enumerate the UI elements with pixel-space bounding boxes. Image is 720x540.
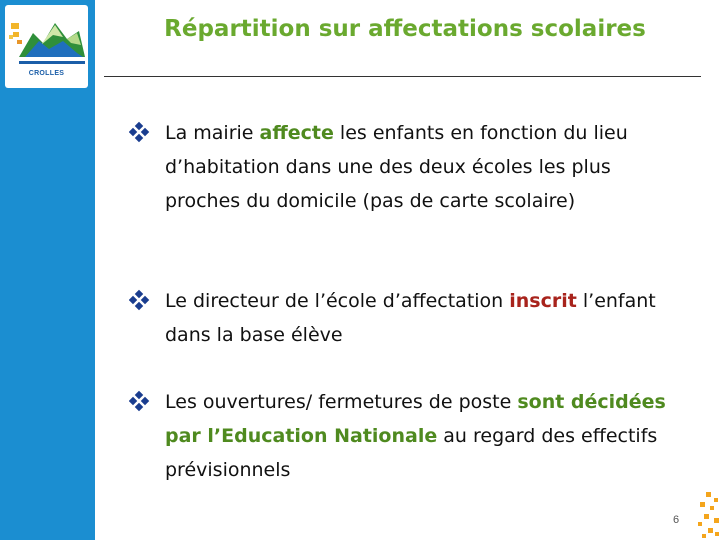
diamond-bullet-icon	[129, 116, 151, 150]
bullet-highlight: inscrit	[509, 290, 577, 312]
crolles-logo	[5, 5, 88, 88]
bullet-text-part: Les ouvertures/ fermetures de poste	[165, 391, 518, 413]
bullet-highlight: affecte	[259, 122, 334, 144]
bullet-text-part: Le directeur de l’école d’affectation	[165, 290, 510, 312]
bullet-item-2	[129, 284, 669, 352]
bullet-text-part: l’enfant dans la base élève	[165, 290, 656, 346]
sidebar-band	[0, 0, 95, 540]
decorative-squares-icon	[684, 492, 720, 540]
bullet-text-part: au regard des effectifs prévisionnels	[165, 425, 658, 481]
bullet-text	[165, 385, 669, 487]
bullet-text	[165, 116, 669, 218]
diamond-bullet-icon	[129, 385, 151, 419]
title-divider	[104, 76, 701, 77]
bullet-text	[165, 284, 669, 352]
diamond-bullet-icon	[129, 284, 151, 318]
bullet-highlight: sont décidées par l’Education Nationale	[165, 391, 666, 447]
slide-title: Répartition sur affectations scolaires	[164, 16, 646, 42]
bullet-item-1	[129, 116, 669, 218]
bullet-text-part: les enfants en fonction du lieu d’habitation dans une des deux écoles les plus proches du domicile (pas de carte scolaire)	[165, 122, 628, 212]
logo-label: CROLLES	[28, 70, 65, 77]
bullet-item-3	[129, 385, 669, 487]
bullet-text-part: La mairie	[165, 122, 260, 144]
page-number: 6	[673, 514, 680, 526]
